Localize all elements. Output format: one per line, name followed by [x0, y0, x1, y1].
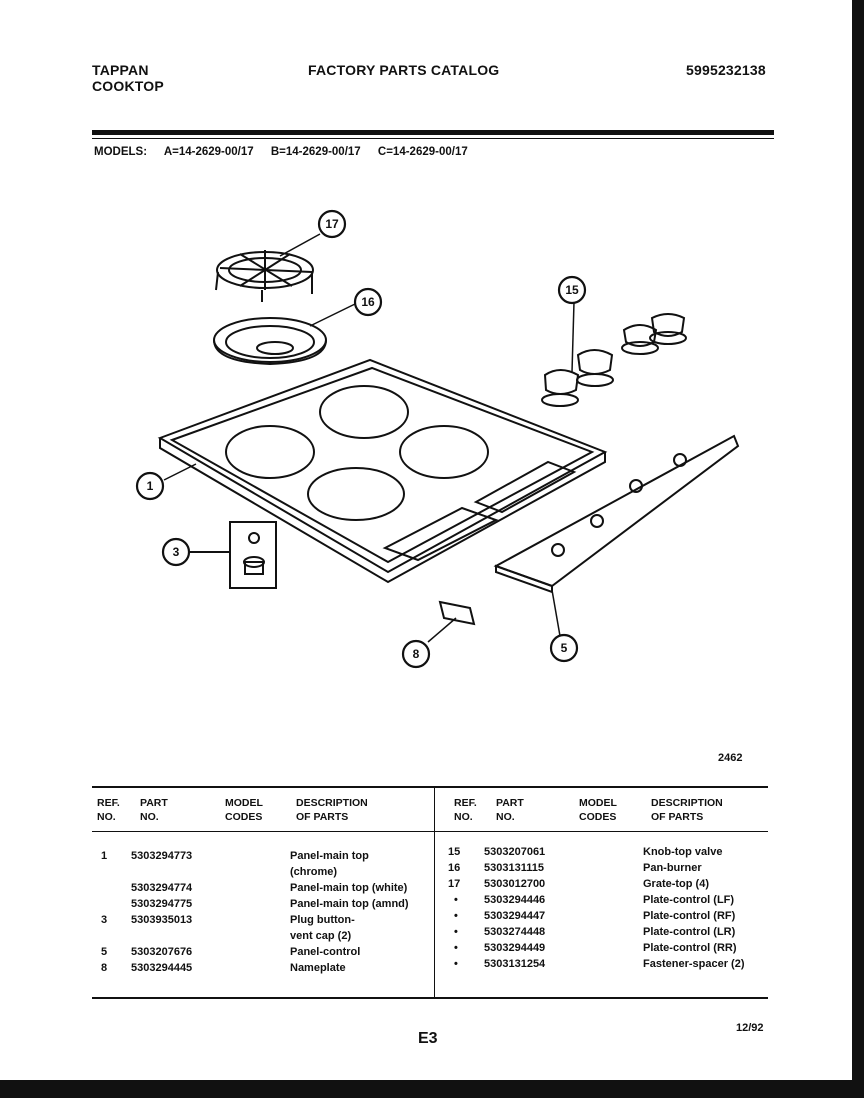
table-row: 5303131115 [484, 862, 544, 874]
control-panel-drawing [496, 436, 738, 592]
table-row [101, 864, 107, 880]
th-ref-2: NO. [97, 811, 116, 823]
th-model-2: CODES [225, 811, 263, 823]
brand-name: TAPPAN [92, 62, 149, 78]
table-row: • [454, 958, 458, 970]
exploded-parts-diagram [0, 190, 864, 710]
table-row [131, 864, 192, 880]
callout-5: 5 [560, 641, 568, 655]
th-desc-right [651, 796, 723, 824]
table-row: 5303294446 [484, 894, 546, 906]
table-row: • [454, 942, 458, 954]
table-row: • [454, 910, 458, 922]
table-divider [434, 788, 435, 997]
table-row [101, 896, 107, 912]
table-rule-top [92, 786, 768, 788]
th-model-right [579, 796, 617, 824]
knobs-drawing [542, 314, 686, 406]
grate-drawing [216, 250, 313, 302]
table-row: Plate-control (RR) [643, 942, 737, 954]
burner-pan-drawing [214, 318, 326, 364]
table-row: 5303294445 [131, 962, 193, 974]
th-part-2: NO. [140, 811, 159, 823]
models-line [94, 146, 482, 158]
th-ref-r2: NO. [454, 811, 473, 823]
table-row: 5303294774 [131, 882, 193, 894]
nameplate-drawing [440, 602, 474, 624]
th-part-1: PART [140, 797, 168, 809]
table-row: Plug button- [290, 914, 355, 926]
table-row: Knob-top valve [643, 846, 723, 858]
callout-16: 16 [361, 295, 375, 309]
table-row [131, 928, 192, 944]
table-row: 5303935013 [131, 914, 193, 926]
left-ref-col [101, 848, 107, 976]
table-row: Panel-control [290, 946, 361, 958]
th-desc-r1: DESCRIPTION [651, 797, 723, 809]
product-name: COOKTOP [92, 78, 164, 94]
table-row: 5303294449 [484, 942, 546, 954]
callout-17: 17 [325, 217, 339, 231]
right-desc-col [643, 844, 745, 972]
th-desc-2: OF PARTS [296, 811, 349, 823]
table-row: 5303131254 [484, 958, 546, 970]
th-model-r2: CODES [579, 811, 617, 823]
header-rule-thick [92, 130, 774, 135]
page-number: E3 [418, 1030, 438, 1047]
th-model-r1: MODEL [579, 797, 617, 809]
model-c: C=14-2629-00/17 [377, 146, 468, 158]
main-top-panel-drawing [160, 360, 605, 582]
callout-15: 15 [565, 283, 579, 297]
table-row: Panel-main top (white) [290, 882, 408, 894]
table-row: 5303012700 [484, 878, 546, 890]
table-row: 16 [448, 862, 461, 874]
th-ref-r1: REF. [454, 797, 477, 809]
left-part-col [131, 848, 192, 976]
revision-date: 12/92 [736, 1022, 764, 1034]
th-desc-1: DESCRIPTION [296, 797, 368, 809]
table-row: • [454, 926, 458, 938]
table-row: 5303207061 [484, 846, 546, 858]
table-row: Panel-main top (amnd) [290, 898, 409, 910]
header-rule-thin [92, 138, 774, 139]
th-ref-right [454, 796, 477, 824]
table-row: 5303274448 [484, 926, 546, 938]
table-row: Plate-control (RF) [643, 910, 736, 922]
th-model-1: MODEL [225, 797, 263, 809]
right-ref-col [448, 844, 460, 972]
table-row: 1 [101, 850, 108, 862]
table-rule-bottom [92, 997, 768, 999]
catalog-number: 5995232138 [686, 62, 766, 78]
th-part-r2: NO. [496, 811, 515, 823]
table-row: 5303294775 [131, 898, 193, 910]
table-row: 5 [101, 946, 108, 958]
table-row: 5303207676 [131, 946, 193, 958]
callout-8: 8 [412, 647, 420, 661]
right-part-col [484, 844, 545, 972]
catalog-title: FACTORY PARTS CATALOG [308, 62, 500, 78]
th-ref-1: REF. [97, 797, 120, 809]
model-a: A=14-2629-00/17 [163, 146, 254, 158]
table-row: 5303294773 [131, 850, 193, 862]
table-row: 17 [448, 878, 461, 890]
table-rule-header [92, 831, 768, 832]
th-model-left [225, 796, 263, 824]
models-label: MODELS: [94, 146, 148, 158]
table-row: Plate-control (LR) [643, 926, 736, 938]
table-row: Pan-burner [643, 862, 702, 874]
table-row: Grate-top (4) [643, 878, 709, 890]
th-desc-left [296, 796, 368, 824]
callout-bubbles [137, 211, 585, 667]
table-row: • [454, 894, 458, 906]
table-row: Nameplate [290, 962, 346, 974]
table-row: Plate-control (LF) [643, 894, 735, 906]
table-row [101, 928, 107, 944]
th-part-r1: PART [496, 797, 524, 809]
table-row: 3 [101, 914, 108, 926]
callout-3: 3 [172, 545, 180, 559]
table-row: Fastener-spacer (2) [643, 958, 745, 970]
th-part-right [496, 796, 524, 824]
left-desc-col [290, 848, 409, 976]
brand-block [92, 62, 164, 94]
model-b: B=14-2629-00/17 [270, 146, 361, 158]
table-row: Panel-main top [290, 850, 369, 862]
table-row: 8 [101, 962, 108, 974]
th-part-left [140, 796, 168, 824]
callout-1: 1 [146, 479, 154, 493]
table-row [101, 880, 107, 896]
table-row: 15 [448, 846, 461, 858]
plug-button-drawing [190, 522, 276, 588]
table-row: 5303294447 [484, 910, 546, 922]
diagram-code: 2462 [718, 752, 743, 764]
th-desc-r2: OF PARTS [651, 811, 704, 823]
table-row: (chrome) [290, 866, 338, 878]
table-row: vent cap (2) [290, 930, 352, 942]
th-ref-left [97, 796, 120, 824]
